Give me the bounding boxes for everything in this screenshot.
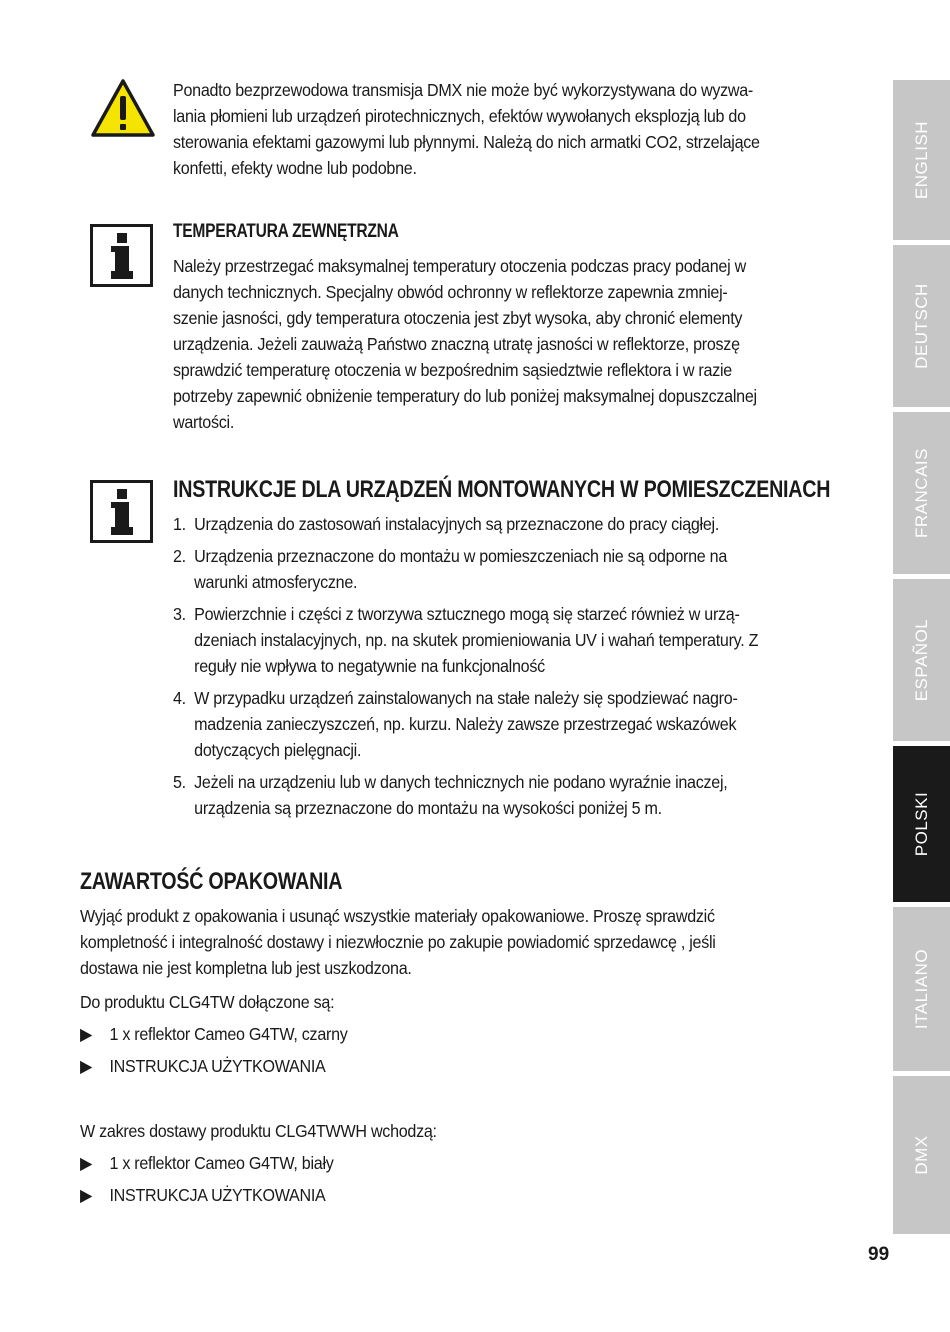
indoor-heading: INSTRUKCJE DLA URZĄDZEŃ MONTOWANYCH W POMIESZCZENIACH — [173, 476, 831, 503]
package-intro: Wyjąć produkt z opakowania i usunąć wszystkie materiały opakowaniowe. Proszę sprawdzić kompletność i integralność dostawy i niezwłocznie po zakupie powiadomić sprzedawcę , jeśli dostawa nie jest kompletna lub jest uszkodzona. — [80, 906, 716, 978]
product2-line: W zakres dostawy produktu CLG4TWWH wchodzą: — [80, 1121, 437, 1141]
indoor-list — [173, 511, 865, 827]
temperature-heading: TEMPERATURA ZEWNĘTRZNA — [173, 221, 399, 242]
tab-dmx[interactable]: DMX — [893, 1076, 950, 1234]
play-arrow-icon: ▶ — [80, 1153, 93, 1173]
tab-espanol[interactable]: ESPAÑOL — [893, 579, 950, 741]
page-number: 99 — [868, 1244, 890, 1265]
play-arrow-icon: ▶ — [80, 1056, 93, 1076]
play-arrow-icon: ▶ — [80, 1024, 93, 1044]
tab-francais[interactable]: FRANCAIS — [893, 412, 950, 574]
list-item: 5. Jeżeli na urządzeniu lub w danych technicznych nie podano wyraźnie inaczej, urządzenia są przeznaczone do montażu na wysokości poniżej 5 m. — [173, 772, 728, 818]
tab-polski[interactable]: POLSKI — [893, 746, 950, 902]
package-heading: ZAWARTOŚĆ OPAKOWANIA — [80, 868, 343, 895]
warning-text: Ponadto bezprzewodowa transmisja DMX nie może być wykorzystywana do wyzwa- lania płomieni lub urządzeń pirotechnicznych, efektów wywołanych eksplozją lub do sterowania efektami gazowymi lub płynnymi. Należą do nich armatki CO2, strzelające konfetti, efekty wodne lub podobne. — [173, 80, 760, 178]
list-item: 3. Powierzchnie i części z tworzywa sztucznego mogą się starzeć również w urzą- dzeniach instalacyjnych, np. na skutek promieniowania UV i wahań temperatury. Z reguły nie wpływa to negatywnie na funkcjonalność — [173, 604, 759, 676]
warning-triangle-icon — [90, 78, 156, 143]
temperature-text: Należy przestrzegać maksymalnej temperatury otoczenia podczas pracy podanej w danych technicznych. Specjalny obwód ochronny w reflektorze zapewnia zmniej- szenie jasności, gdy temperatura otoczenia jest zbyt wysoka, aby chronić elementy urządzenia. Jeżeli zauważą Państwo znaczną utratę jasności w reflektorze, proszę sprawdzić temperaturę otoczenia w bezpośrednim sąsiedztwie reflektora i w razie potrzeby zapewnić obniżenie temperatury do lub poniżej maksymalnej dopuszczalnej wartości. — [173, 256, 757, 432]
tab-english[interactable]: ENGLISH — [893, 80, 950, 240]
product1-line: Do produktu CLG4TW dołączone są: — [80, 992, 335, 1012]
tab-italiano[interactable]: ITALIANO — [893, 907, 950, 1071]
play-arrow-icon: ▶ — [80, 1185, 93, 1205]
tab-deutsch[interactable]: DEUTSCH — [893, 245, 950, 407]
info-icon — [90, 480, 153, 543]
list-item: 4. W przypadku urządzeń zainstalowanych na stałe należy się spodziewać nagro- madzenia zanieczyszczeń, np. kurzu. Należy zawsze przestrzegać wskazówek dotyczących pielęgnacji. — [173, 688, 738, 760]
list-item: 2. Urządzenia przeznaczone do montażu w pomieszczeniach nie są odporne na warunki atmosferyczne. — [173, 546, 728, 592]
list-item: 1. Urządzenia do zastosowań instalacyjnych są przeznaczone do pracy ciągłej. — [173, 514, 720, 534]
info-icon — [90, 224, 153, 287]
